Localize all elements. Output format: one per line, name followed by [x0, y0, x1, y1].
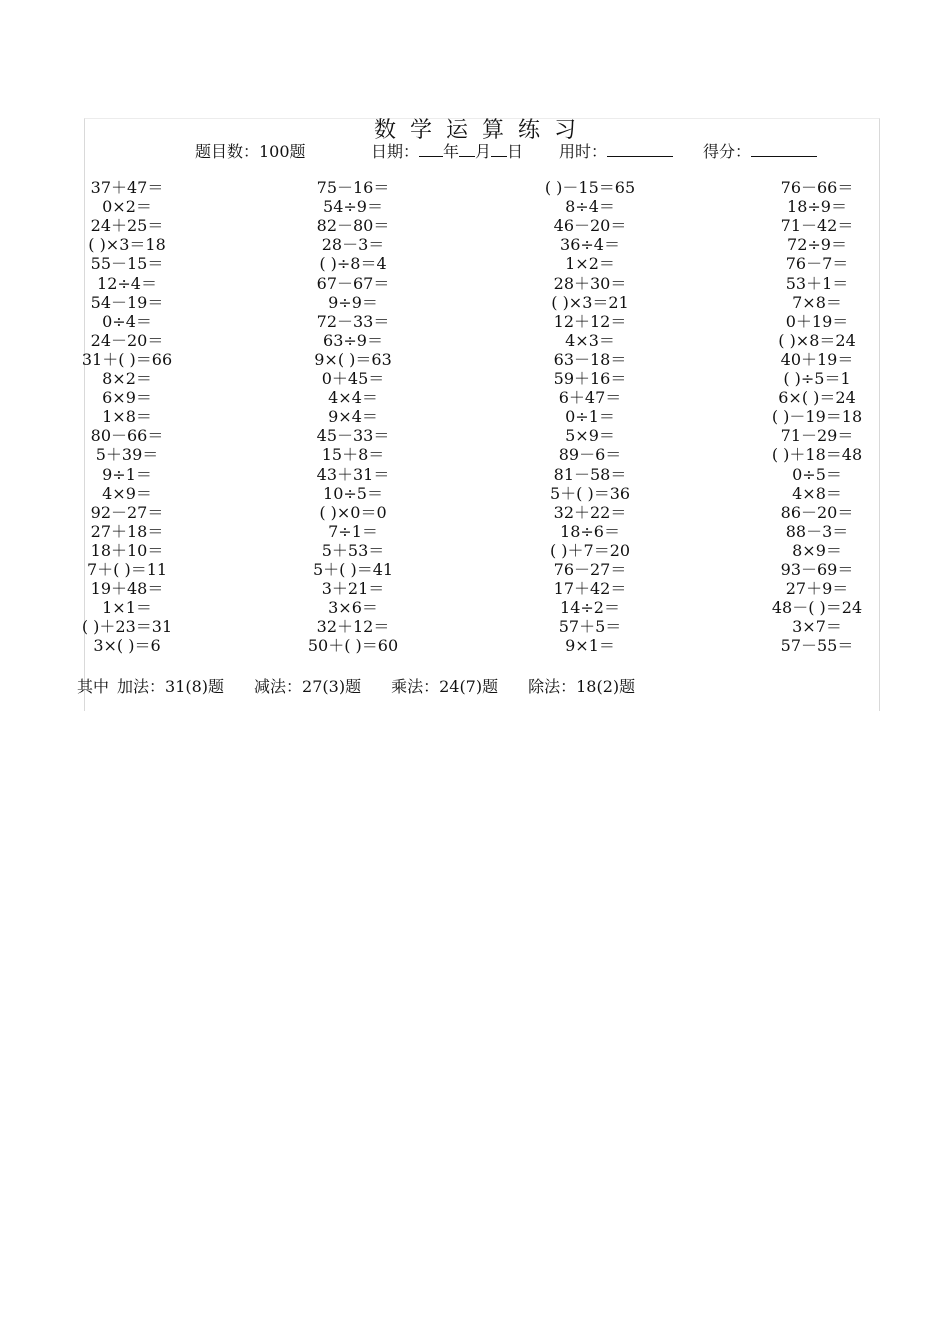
problem-c3-r12: 6＋47＝ [558, 388, 622, 408]
problem-c2-r24: 32＋12＝ [316, 617, 390, 637]
problem-c2-r6: 67－67＝ [316, 273, 390, 293]
problem-c4-r9: ( )×8＝24 [778, 330, 856, 350]
problem-c2-r15: 15＋8＝ [321, 445, 385, 465]
problem-c4-r22: 27＋9＝ [785, 579, 849, 599]
problem-c3-r4: 36÷4＝ [560, 235, 620, 255]
problem-c1-r3: 24＋25＝ [90, 216, 164, 236]
day-blank [491, 141, 507, 157]
problem-c4-r5: 76－7＝ [785, 254, 849, 274]
problem-c2-r1: 75－16＝ [316, 178, 390, 197]
problem-c2-r2: 54÷9＝ [323, 197, 383, 217]
problem-c1-r5: 55－15＝ [90, 254, 164, 274]
problem-c3-r25: 9×1＝ [565, 636, 615, 656]
problem-c2-r14: 45－33＝ [316, 426, 390, 446]
problem-c2-r8: 72－33＝ [316, 311, 390, 331]
problem-c3-r18: 32＋22＝ [553, 502, 627, 522]
problem-c3-r1: ( )－15＝65 [544, 178, 636, 197]
date-field [371, 141, 523, 163]
problem-c1-r2: 0×2＝ [102, 197, 152, 217]
score-label: 得分： [703, 142, 752, 161]
problem-c4-r2: 18÷9＝ [787, 197, 847, 217]
score-blank [751, 141, 817, 157]
problem-c4-r1: 76－66＝ [780, 178, 854, 197]
problem-c2-r7: 9÷9＝ [328, 292, 378, 312]
problem-c1-r10: 31＋( )＝66 [81, 349, 173, 369]
problem-c3-r23: 14÷2＝ [560, 598, 620, 618]
day-label: 日 [507, 142, 524, 161]
month-label: 月 [475, 142, 492, 161]
problem-c2-r10: 9×( )＝63 [314, 349, 392, 369]
time-label: 用时： [559, 142, 608, 161]
problem-c3-r5: 1×2＝ [565, 254, 615, 274]
problem-c4-r4: 72÷9＝ [787, 235, 847, 255]
problem-c3-r2: 8÷4＝ [565, 197, 615, 217]
problem-c3-r9: 4×3＝ [565, 330, 615, 350]
problem-c3-r20: ( )＋7＝20 [549, 540, 631, 560]
year-label: 年 [443, 142, 460, 161]
problem-c4-r16: 0÷5＝ [792, 464, 842, 484]
problem-c3-r15: 89－6＝ [558, 445, 622, 465]
problem-c3-r7: ( )×3＝21 [551, 292, 629, 312]
summary-multiplication: 乘法：24(7)题 [391, 677, 499, 696]
problem-c1-r18: 92－27＝ [90, 502, 164, 522]
problem-c4-r8: 0＋19＝ [785, 311, 849, 331]
problem-c4-r25: 57－55＝ [780, 636, 854, 656]
problem-c2-r5: ( )÷8＝4 [319, 254, 387, 274]
problem-c4-r18: 86－20＝ [780, 502, 854, 522]
problem-c4-r11: ( )÷5＝1 [783, 369, 851, 388]
problem-c3-r22: 17＋42＝ [553, 579, 627, 599]
problem-c4-r3: 71－42＝ [780, 216, 854, 236]
problem-c4-r12: 6×( )＝24 [778, 388, 856, 408]
problem-c1-r7: 54－19＝ [90, 292, 164, 312]
problem-c1-r16: 9÷1＝ [102, 464, 152, 484]
problem-c3-r16: 81－58＝ [553, 464, 627, 484]
problem-c1-r9: 24－20＝ [90, 330, 164, 350]
problem-c2-r3: 82－80＝ [316, 216, 390, 236]
problem-c4-r24: 3×7＝ [792, 617, 842, 637]
problem-c1-r19: 27＋18＝ [90, 521, 164, 541]
summary-prefix: 其中 [77, 677, 110, 696]
page-title: 数学运算练习 [373, 118, 590, 143]
problem-c1-r12: 6×9＝ [102, 388, 152, 408]
problem-c2-r25: 50＋( )＝60 [307, 636, 399, 656]
problem-c1-r1: 37＋47＝ [90, 178, 164, 197]
problem-c2-r11: 0＋45＝ [321, 369, 385, 388]
problem-c4-r13: ( )－19＝18 [771, 407, 863, 427]
problem-c2-r16: 43＋31＝ [316, 464, 390, 484]
problem-c1-r17: 4×9＝ [102, 483, 152, 503]
score-field [703, 141, 817, 163]
problem-c1-r20: 18＋10＝ [90, 540, 164, 560]
problem-c1-r23: 1×1＝ [102, 598, 152, 618]
summary-line [77, 676, 665, 698]
problem-c3-r11: 59＋16＝ [553, 369, 627, 388]
problem-c4-r10: 40＋19＝ [780, 349, 854, 369]
worksheet [77, 118, 880, 711]
problem-c1-r21: 7＋( )＝11 [86, 560, 168, 579]
problem-c1-r8: 0÷4＝ [102, 311, 152, 331]
problem-c2-r19: 7÷1＝ [328, 521, 378, 541]
question-count: 题目数：100题 [195, 142, 306, 161]
problem-c2-r18: ( )×0＝0 [319, 502, 387, 522]
problem-c4-r23: 48－( )＝24 [771, 598, 863, 618]
summary-addition: 加法：31(8)题 [117, 677, 225, 696]
problem-c1-r24: ( )＋23＝31 [81, 617, 173, 637]
problem-c1-r4: ( )×3＝18 [88, 235, 166, 255]
problem-c4-r15: ( )＋18＝48 [771, 445, 863, 465]
problem-c4-r6: 53＋1＝ [785, 273, 849, 293]
problem-c3-r24: 57＋5＝ [558, 617, 622, 637]
problem-c1-r22: 19＋48＝ [90, 579, 164, 599]
time-field [559, 141, 673, 163]
problem-c2-r20: 5＋53＝ [321, 540, 385, 560]
month-blank [459, 141, 475, 157]
problem-c2-r12: 4×4＝ [328, 388, 378, 408]
problem-c3-r3: 46－20＝ [553, 216, 627, 236]
problem-c2-r21: 5＋( )＝41 [312, 560, 394, 579]
problem-c4-r21: 93－69＝ [780, 560, 854, 579]
problem-c4-r7: 7×8＝ [792, 292, 842, 312]
problem-c2-r22: 3＋21＝ [321, 579, 385, 599]
summary-subtraction: 减法：27(3)题 [254, 677, 362, 696]
problem-c3-r10: 63－18＝ [553, 349, 627, 369]
year-blank [419, 141, 443, 157]
problem-c3-r14: 5×9＝ [565, 426, 615, 446]
problem-c1-r13: 1×8＝ [102, 407, 152, 427]
problem-c4-r17: 4×8＝ [792, 483, 842, 503]
problem-c2-r4: 28－3＝ [321, 235, 385, 255]
problem-c3-r6: 28＋30＝ [553, 273, 627, 293]
problem-c1-r25: 3×( )＝6 [93, 636, 161, 656]
problem-c1-r15: 5＋39＝ [95, 445, 159, 465]
problem-c3-r19: 18÷6＝ [560, 521, 620, 541]
problem-c2-r13: 9×4＝ [328, 407, 378, 427]
summary-division: 除法：18(2)题 [528, 677, 636, 696]
problem-c3-r17: 5＋( )＝36 [549, 483, 631, 503]
problem-c3-r13: 0÷1＝ [565, 407, 615, 427]
problem-c2-r23: 3×6＝ [328, 598, 378, 618]
problem-c3-r21: 76－27＝ [553, 560, 627, 579]
problem-c4-r20: 8×9＝ [792, 540, 842, 560]
problem-c2-r9: 63÷9＝ [323, 330, 383, 350]
problem-c1-r11: 8×2＝ [102, 369, 152, 388]
problem-c2-r17: 10÷5＝ [323, 483, 383, 503]
date-label: 日期： [371, 142, 420, 161]
problem-c4-r19: 88－3＝ [785, 521, 849, 541]
problem-c3-r8: 12＋12＝ [553, 311, 627, 331]
problem-c1-r6: 12÷4＝ [97, 273, 157, 293]
problem-c4-r14: 71－29＝ [780, 426, 854, 446]
time-blank [607, 141, 673, 157]
problem-c1-r14: 80－66＝ [90, 426, 164, 446]
